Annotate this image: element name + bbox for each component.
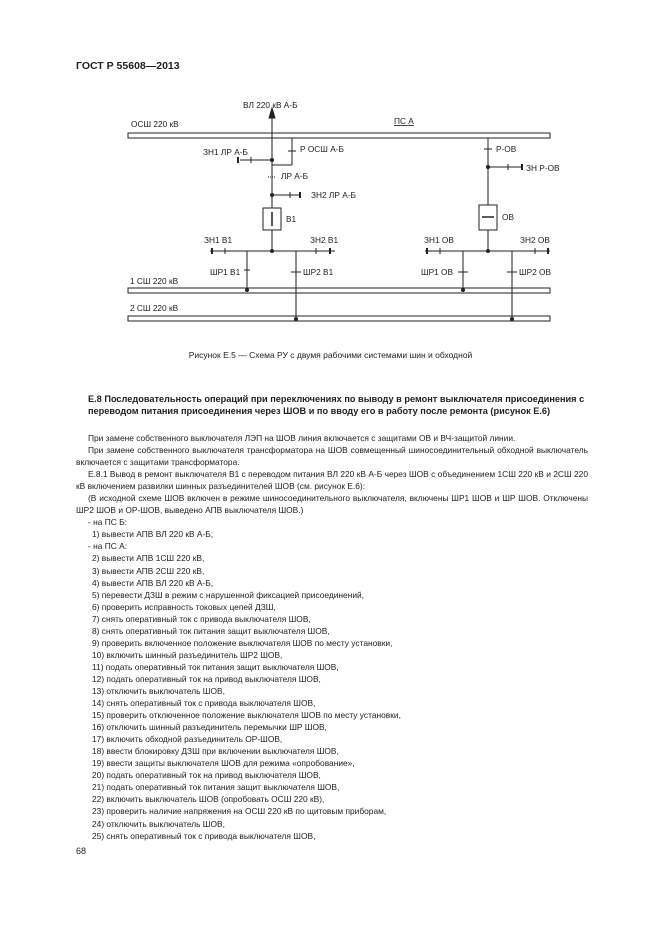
label-zn2-lr: ЗН2 ЛР А-Б	[311, 190, 356, 200]
label-shr1-ov: ШР1 ОВ	[421, 267, 454, 277]
label-zn1-ov: ЗН1 ОВ	[424, 235, 454, 245]
label-2sh: 2 СШ 220 кВ	[130, 303, 179, 313]
paragraph: При замене собственного выключателя трансформатора на ШОВ совмещенный шиносоединительный обходной выключатель включается с защитами трансформатора.	[76, 445, 588, 468]
label-osh: ОСШ 220 кВ	[131, 119, 179, 129]
body-text	[76, 432, 588, 842]
list-item: 14) снять оперативный ток с привода выключателя ШОВ,	[92, 698, 316, 709]
section-title: Е.8 Последовательность операций при переключениях по выводу в ремонт выключателя присоединения с переводом питания присоединения через ШОВ и по вводу его в работу после ремонта (рисунок Е.6)	[88, 394, 585, 416]
list-item: 24) отключить выключатель ШОВ,	[92, 818, 225, 829]
list-item: 6) проверить исправность токовых цепей ДЗШ,	[92, 601, 276, 612]
list-item: 9) проверить включенное положение выключателя ШОВ по месту установки,	[92, 637, 393, 648]
figure-caption: Рисунок Е.5 — Схема РУ с двумя рабочими системами шин и обходной	[188, 350, 473, 360]
list-item: 1) вывести АПВ ВЛ 220 кВ А-Б;	[92, 529, 214, 540]
bus-1sh	[128, 288, 550, 293]
bus-2sh	[128, 316, 550, 321]
list-item: 23) проверить наличие напряжения на ОСШ 220 кВ по щитовым приборам,	[92, 806, 387, 817]
document-header: ГОСТ Р 55608—2013	[76, 60, 180, 72]
label-shr1-b1: ШР1 В1	[210, 267, 241, 277]
list-item: 19) ввести защиты выключателя ШОВ для режима «опробование»,	[92, 758, 355, 769]
list-item: 25) снять оперативный ток с привода выключателя ШОВ,	[92, 830, 316, 841]
label-shr2-b1: ШР2 В1	[303, 267, 334, 277]
paragraph: Е.8.1 Вывод в ремонт выключателя В1 с переводом питания ВЛ 220 кВ А-Б через ШОВ с объединением 1СШ 220 кВ и 2СШ 220 кВ включением развилки шинных разъединителей ШОВ (см. рисунок Е.6):	[76, 469, 588, 492]
list-item: 21) подать оперативный ток питания защит выключателя ШОВ,	[92, 782, 340, 793]
list-item: 4) вывести АПВ ВЛ 220 кВ А-Б,	[92, 577, 214, 588]
list-item: 15) проверить отключенное положение выключателя ШОВ по месту установки,	[92, 710, 401, 721]
label-b1: В1	[286, 214, 297, 224]
circuit-diagram	[0, 0, 661, 340]
label-zn1-b1: ЗН1 В1	[204, 235, 233, 245]
page-number: 68	[76, 846, 87, 856]
label-zn-r-ov: ЗН Р-ОВ	[526, 163, 560, 173]
list-item: 13) отключить выключатель ШОВ,	[92, 685, 225, 696]
list-item: 17) включить обходной разъединитель ОР-ШОВ,	[92, 734, 283, 745]
label-zn2-b1: ЗН2 В1	[310, 235, 339, 245]
label-shr2-ov: ШР2 ОВ	[519, 267, 552, 277]
ps-a-heading: - на ПС А:	[88, 541, 128, 552]
label-line: ВЛ 220 кВ А-Б	[243, 100, 298, 110]
list-item: 3) вывести АПВ 2СШ 220 кВ,	[92, 565, 205, 576]
list-item: 2) вывести АПВ 1СШ 220 кВ,	[92, 553, 205, 564]
label-r-osh: Р ОСШ А-Б	[300, 144, 344, 154]
label-ps: ПС А	[394, 116, 414, 126]
paragraph: При замене собственного выключателя ЛЭП на ШОВ линия включается с защитами ОВ и ВЧ-защитой линии.	[88, 433, 516, 443]
list-item: 5) перевести ДЗШ в режим с нарушенной фиксацией присоединений,	[92, 589, 365, 600]
label-zn2-ov: ЗН2 ОВ	[520, 235, 550, 245]
list-item: 10) включить шинный разъединитель ШР2 ШОВ,	[92, 649, 283, 660]
label-ov: ОВ	[502, 212, 514, 222]
list-item: 16) отключить шинный разъединитель перемычки ШР ШОВ,	[92, 722, 327, 733]
list-item: 7) снять оперативный ток с привода выключателя ШОВ,	[92, 613, 311, 624]
list-item: 20) подать оперативный ток на привод выключателя ШОВ,	[92, 770, 321, 781]
label-r-ov: Р-ОВ	[496, 144, 517, 154]
list-item: 8) снять оперативный ток питания защит выключателя ШОВ,	[92, 625, 330, 636]
list-item: 18) ввести блокировку ДЗШ при включении выключателя ШОВ,	[92, 746, 339, 757]
list-item: 22) включить выключатель ШОВ (опробовать ОСШ 220 кВ),	[92, 794, 325, 805]
bus-osh	[128, 133, 550, 138]
ps-b-heading: - на ПС Б:	[88, 517, 127, 528]
label-lr: ЛР А-Б	[281, 171, 309, 181]
label-zn1-lr: ЗН1 ЛР А-Б	[203, 147, 248, 157]
label-1sh: 1 СШ 220 кВ	[130, 276, 179, 286]
list-item: 11) подать оперативный ток питания защит выключателя ШОВ,	[92, 661, 339, 672]
list-item: 12) подать оперативный ток на привод выключателя ШОВ,	[92, 673, 321, 684]
paragraph: (В исходной схеме ШОВ включен в режиме шиносоединительного выключателя, включены ШР1 ШОВ и ШР ШОВ. Отключены ШР2 ШОВ и ОР-ШОВ, выведено АПВ выключателя ШОВ.)	[76, 493, 588, 516]
